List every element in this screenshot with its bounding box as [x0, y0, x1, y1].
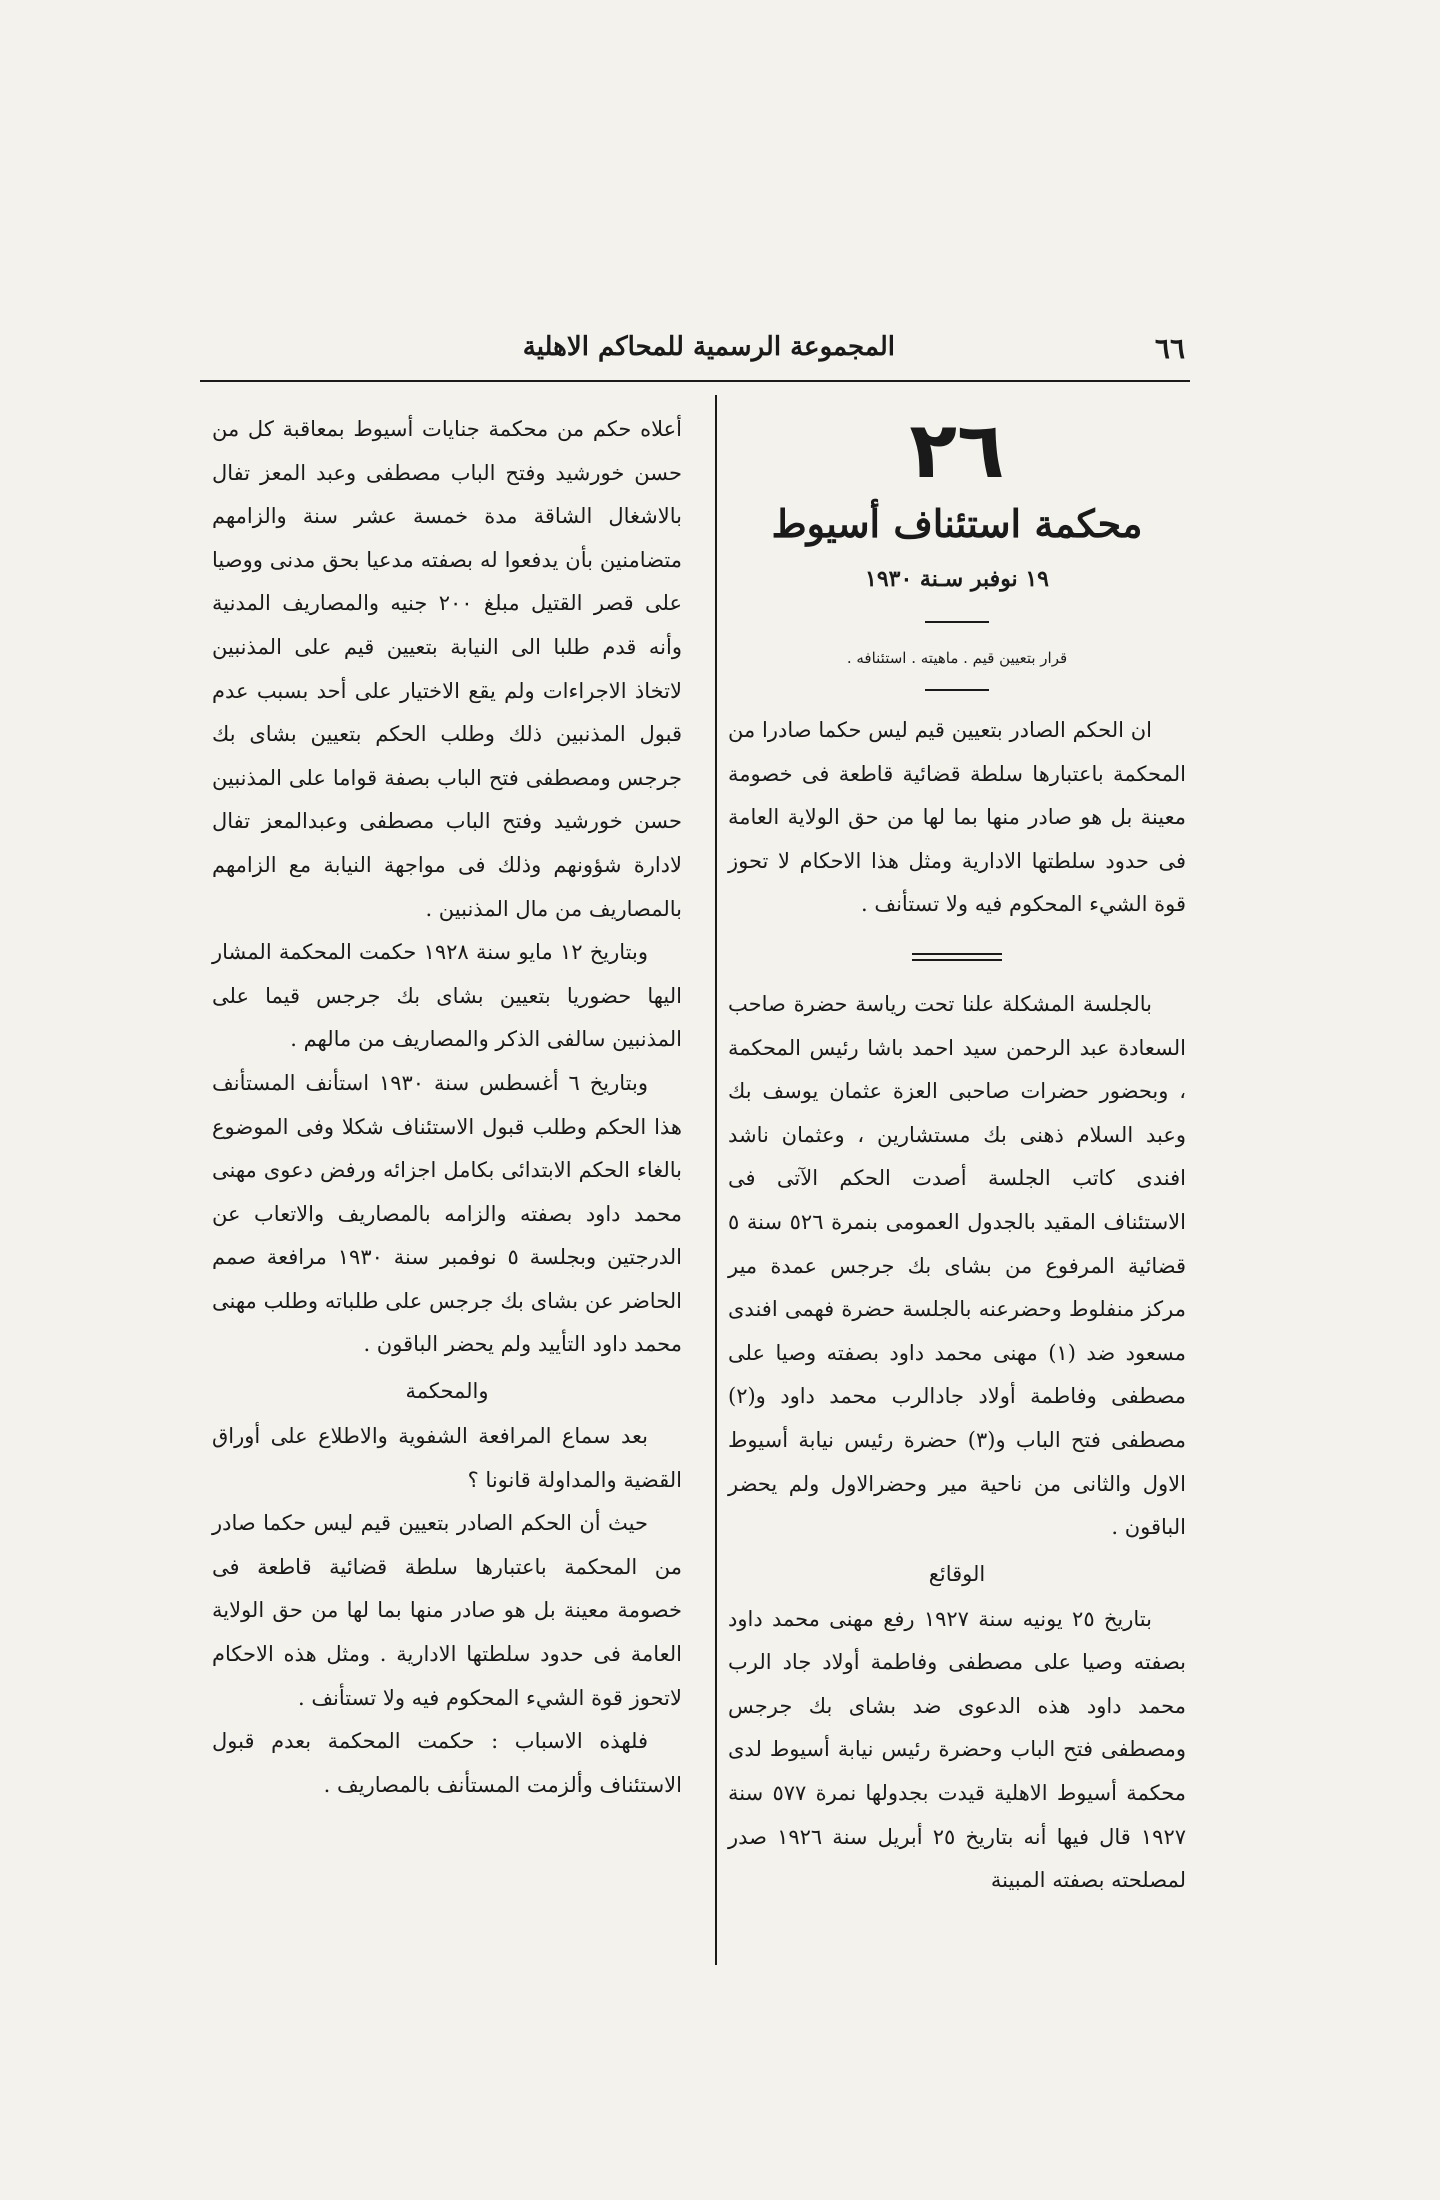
- page-number: ٦٦: [1154, 332, 1185, 365]
- column-divider: [715, 395, 717, 1965]
- short-rule: [925, 689, 989, 691]
- header-rule: [200, 380, 1190, 382]
- running-header: [200, 328, 1185, 376]
- right-column: [728, 405, 1186, 1903]
- facts-paragraph: بتاريخ ٢٥ يونيه سنة ١٩٢٧ رفع مهنى محمد داود بصفته وصيا على مصطفى وفاطمة أولاد جاد الرب محمد داود هذه الدعوى ضد بشاى بك جرجس ومصطفى فتح الباب وحضرة رئيس نيابة أسيوط لدى محكمة أسيوط الاهلية قيدت بجدولها نمرة ٥٧٧ سنة ١٩٢٧ قال فيها أنه بتاريخ ٢٥ أبريل سنة ١٩٢٦ صدر لمصلحته بصفته المبينة: [728, 1606, 1187, 1893]
- running-title: المجموعة الرسمية للمحاكم الاهلية: [522, 332, 895, 362]
- body-paragraph: حيث أن الحكم الصادر بتعيين قيم ليس حكما صادر من المحكمة باعتبارها سلطة قضائية قاطعة فى خصومة معينة بل هو صادر منها بما لها من حق الولاية العامة فى حدود سلطتها الادارية . ومثل هذه الاحكام لاتحوز قوة الشيء المحكوم فيه ولا تستأنف .: [212, 1511, 682, 1710]
- case-date: ١٩ نوفبر سـنة ١٩٣٠: [865, 566, 1049, 592]
- facts-heading: الوقائع: [928, 1561, 986, 1586]
- session-paragraph: بالجلسة المشكلة علنا تحت رياسة حضرة صاحب السعادة عبد الرحمن سيد احمد باشا رئيس المحكمة ، وبحضور حضرات صاحبى العزة عثمان يوسف بك وعبد السلام ذهنى بك مستشارين ، وعثمان ناشد افندى كاتب الجلسة أصدت الحكم الآتى فى الاستئناف المقيد بالجدول العمومى بنمرة ٥٢٦ سنة ٥ قضائية المرفوع من بشاى بك جرجس عمدة مير مركز منفلوط وحضرعنه بالجلسة حضرة فهمى افندى مسعود ضد (١) مهنى محمد داود بصفته وصيا على مصطفى وفاطمة أولاد جادالرب محمد داود و(٢) مصطفى فتح الباب و(٣) حضرة رئيس نيابة أسيوط الاول والثانى من ناحية مير وحضرالاول ولم يحضر الباقون .: [728, 991, 1186, 1540]
- body-paragraph: بعد سماع المرافعة الشفوية والاطلاع على أوراق القضية والمداولة قانونا ؟: [212, 1424, 682, 1492]
- body-paragraph: أعلاه حكم من محكمة جنايات أسيوط بمعاقبة كل من حسن خورشيد وفتح الباب مصطفى وعبد المعز تفال بالاشغال الشاقة مدة خمسة عشر سنة والزامهم متضامنين بأن يدفعوا له بصفته مدعيا بحق مدنى ووصيا على قصر القتيل مبلغ ٢٠٠ جنيه والمصاريف المدنية وأنه قدم طلبا الى النيابة بتعيين قيم على المذنبين لاتخاذ الاجراءات ولم يقع الاختيار على أحد بسبب عدم قبول المذنبين ذلك وطلب الحكم بتعيين بشاى بك جرجس ومصطفى فتح الباب بصفة قواما على المذنبين حسن خورشيد وفتح الباب مصطفى وعبدالمعز تفال لادارة شؤونهم وذلك فى مواجهة النيابة مع الزامهم بالمصاريف من مال المذنبين .: [212, 417, 683, 921]
- case-subject: قرار بتعيين قيم . ماهيته . استئنافه .: [846, 649, 1068, 667]
- court-name: محكمة استئناف أسيوط: [771, 501, 1143, 546]
- case-summary: ان الحكم الصادر بتعيين قيم ليس حكما صادرا من المحكمة باعتبارها سلطة قضائية قاطعة فى خصومة معينة بل هو صادر منها بما لها من حق الولاية العامة فى حدود سلطتها الادارية ومثل هذا الاحكام لا تحوز قوة الشيء المحكوم فيه ولا تستأنف .: [728, 718, 1186, 917]
- body-paragraph: وبتاريخ ٦ أغسطس سنة ١٩٣٠ استأنف المستأنف هذا الحكم وطلب قبول الاستئناف شكلا وفى الموضوع بالغاء الحكم الابتدائى بكامل اجزائه ورفض دعوى مهنى محمد داود بصفته والزامه بالمصاريف والاتعاب عن الدرجتين وبجلسة ٥ نوفمبر سنة ١٩٣٠ مرافعة صمم الحاضر عن بشاى بك جرجس على طلباته وطلب مهنى محمد داود التأييد ولم يحضر الباقون .: [212, 1070, 683, 1357]
- left-column: [212, 408, 682, 1807]
- body-paragraph: وبتاريخ ١٢ مايو سنة ١٩٢٨ حكمت المحكمة المشار اليها حضوريا بتعيين بشاى بك جرجس قيما على المذنبين سالفى الذكر والمصاريف من مالهم .: [212, 940, 682, 1052]
- double-rule: [912, 953, 1002, 961]
- case-number: ٢٦: [909, 406, 1005, 496]
- verdict-paragraph: فلهذه الاسباب : حكمت المحكمة بعدم قبول الاستئناف وألزمت المستأنف بالمصاريف .: [212, 1729, 682, 1797]
- short-rule: [925, 621, 989, 623]
- court-heading: والمحكمة: [405, 1379, 489, 1404]
